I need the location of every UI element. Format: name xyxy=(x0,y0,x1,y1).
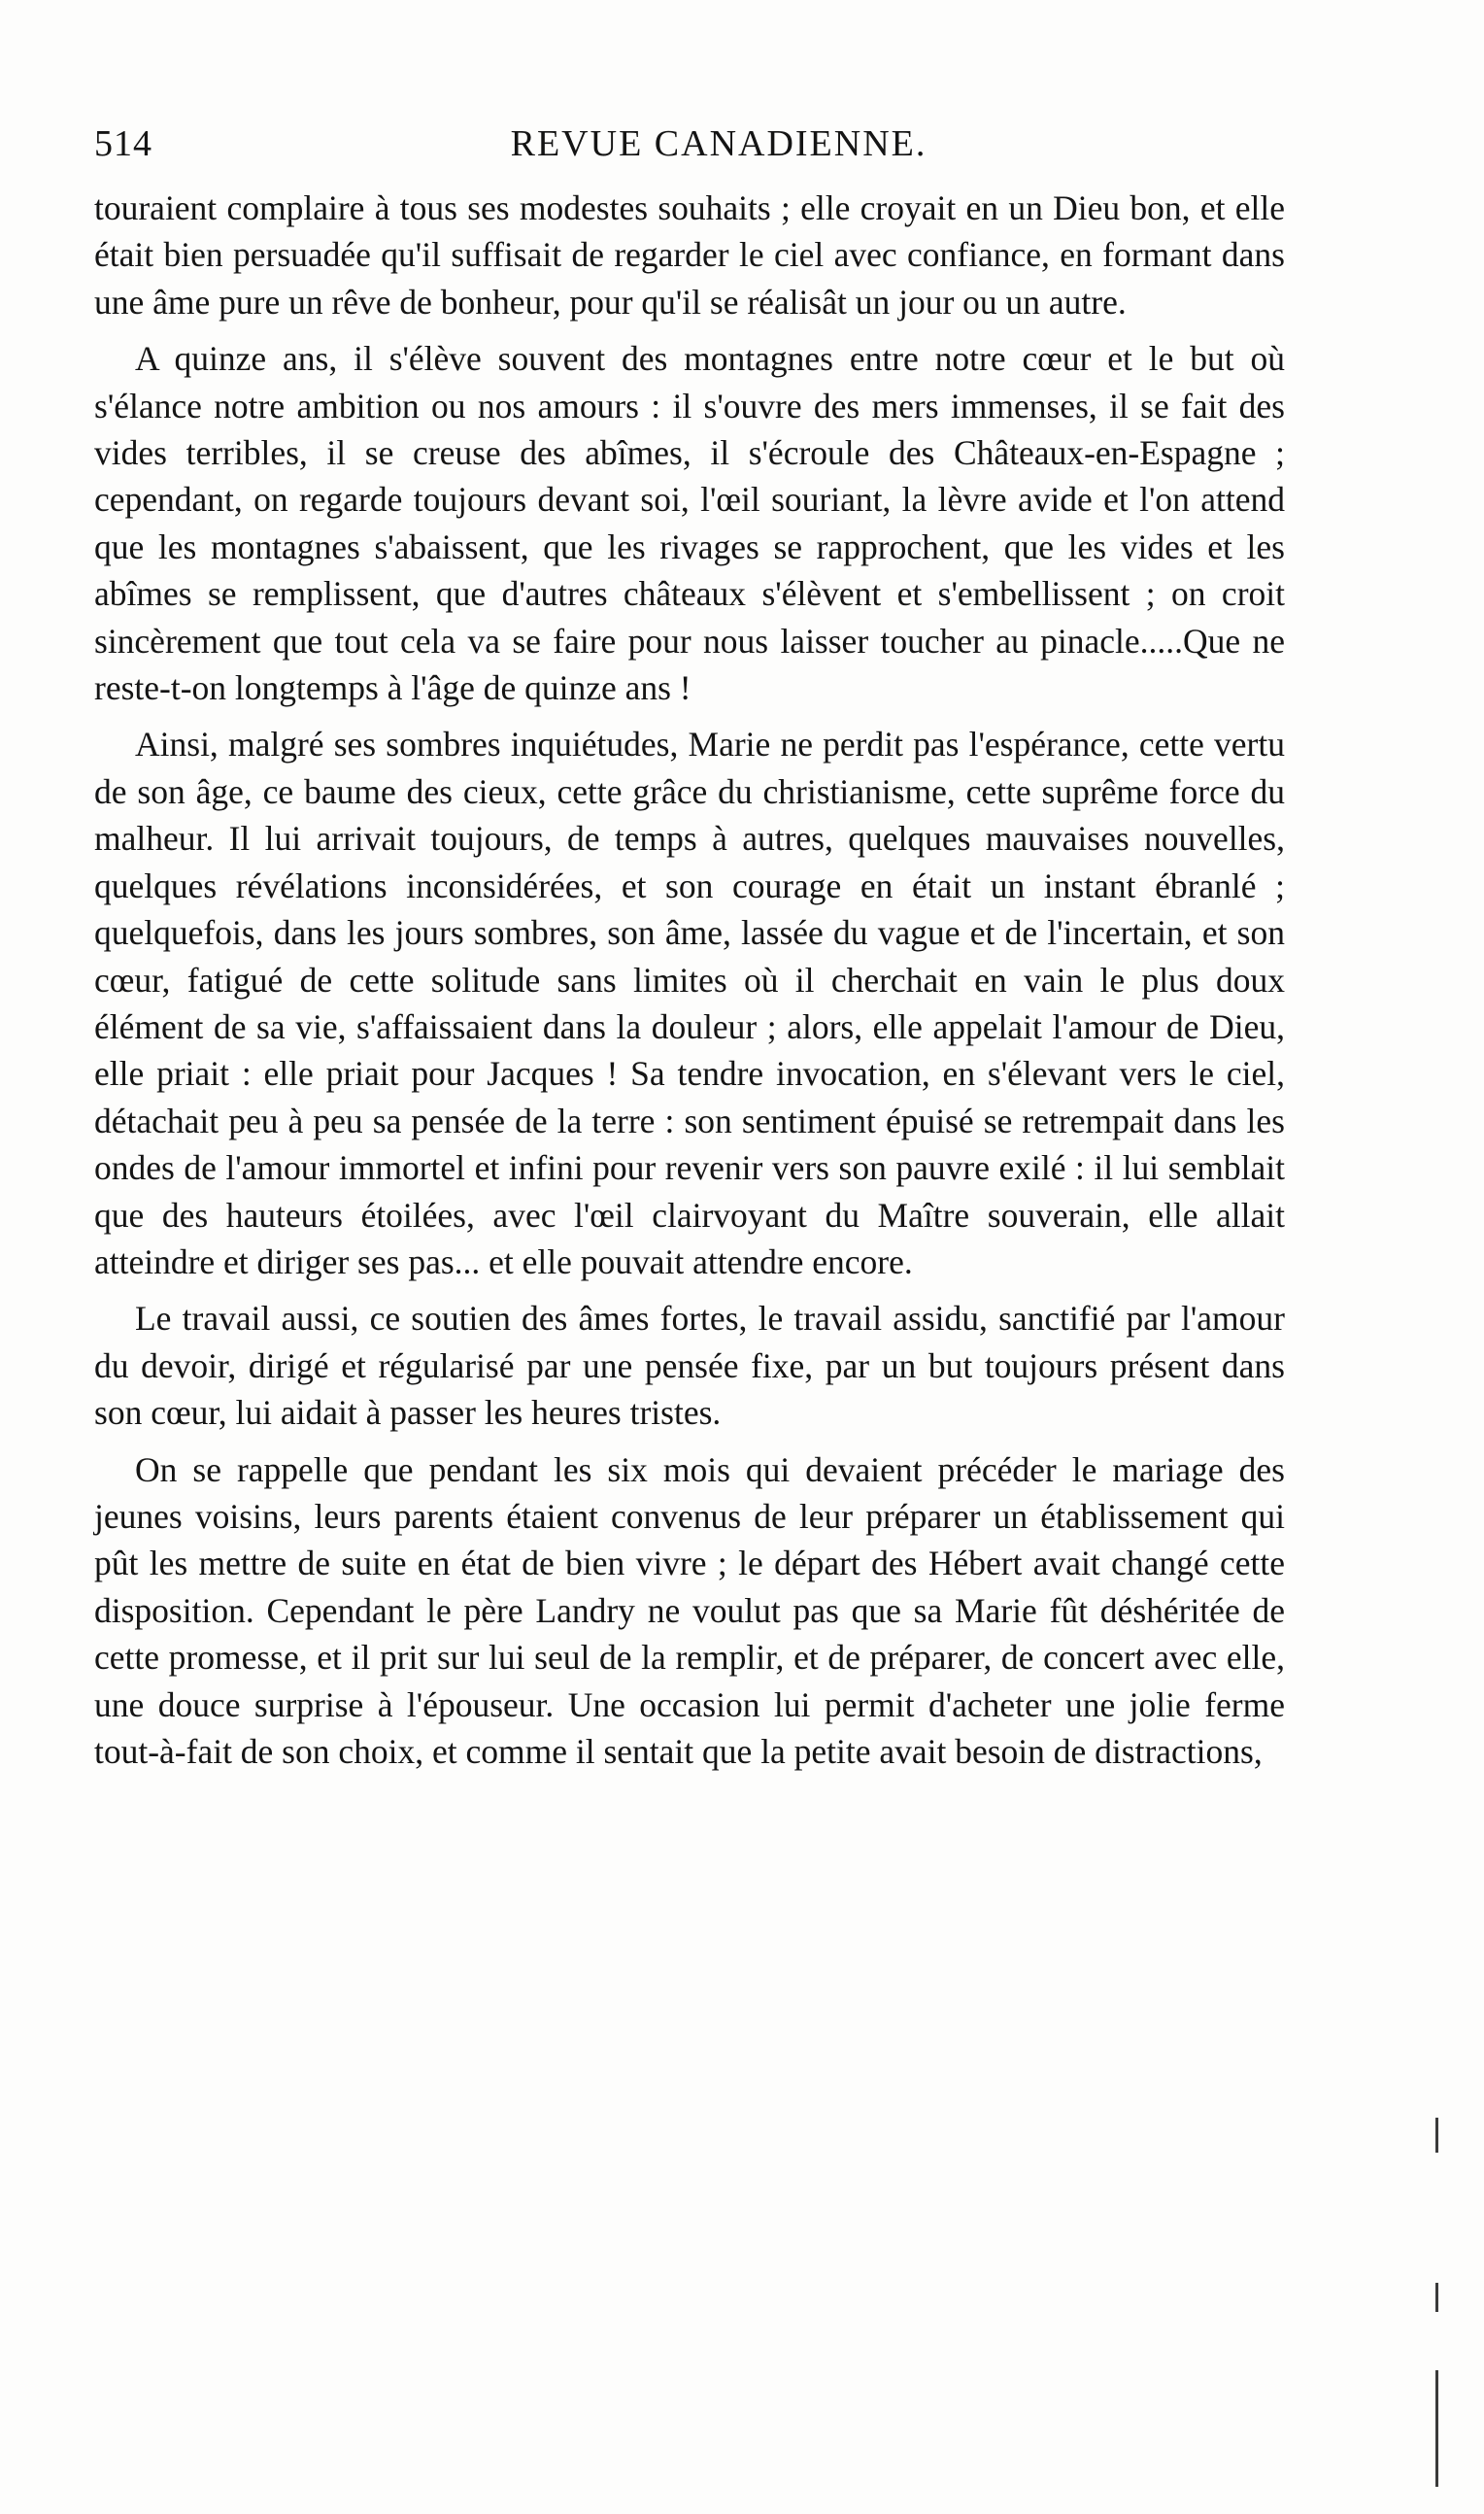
paragraph-esperance: Ainsi, malgré ses sombres inquiétudes, Marie ne perdit pas l'espérance, cette vertu de son âge, ce baume des cieux, cette grâce du christianisme, cette suprême force du malheur. Il lui arrivait toujours, de temps à autres, quelques mauvaises nouvelles, quelques révélations inconsidérées, et son courage en était un instant ébranlé ; quelquefois, dans les jours sombres, son âme, lassée du vague et de l'incertain, et son cœur, fatigué de cette solitude sans limites où il cherchait en vain le plus doux élément de sa vie, s'affaissaient dans la douleur ; alors, elle appelait l'amour de Dieu, elle priait : elle priait pour Jacques ! Sa tendre invocation, en s'élevant vers le ciel, détachait peu à peu sa pensée de la terre : son sentiment épuisé se retrempait dans les ondes de l'amour immortel et infini pour revenir vers son pauvre exilé : il lui semblait que des hauteurs étoilées, avec l'œil clairvoyant du Maître souverain, elle allait atteindre et diriger ses pas... et elle pouvait attendre encore. xyxy=(94,725,1285,1281)
body-text xyxy=(94,185,1285,1775)
paragraph-quinze-ans: A quinze ans, il s'élève souvent des montagnes entre notre cœur et le but où s'élance notre ambition ou nos amours : il s'ouvre des mers immenses, il se fait des vides terribles, il se creuse des abîmes, il s'écroule des Châteaux-en-Espagne ; cependant, on regarde toujours devant soi, l'œil souriant, la lèvre avide et l'on attend que les montagnes s'abaissent, que les rivages se rapprochent, que les vides et les abîmes se remplissent, que d'autres châteaux s'élèvent et s'embellissent ; on croit sincèrement que tout cela va se faire pour nous laisser toucher au pinacle.....Que ne reste-t-on longtemps à l'âge de quinze ans ! xyxy=(94,339,1285,708)
scan-edge-mark xyxy=(1435,2370,1438,2487)
running-title: REVUE CANADIENNE. xyxy=(510,123,928,164)
page-number: 514 xyxy=(94,123,152,164)
scan-edge-mark xyxy=(1435,2118,1438,2153)
paragraph-mariage: On se rappelle que pendant les six mois qui devaient précéder le mariage des jeunes voisins, leurs parents étaient convenus de leur préparer un établissement qui pût les mettre de suite en état de bien vivre ; le départ des Hébert avait changé cette disposition. Cependant le père Landry ne voulut pas que sa Marie fût déshéritée de cette promesse, et il prit sur lui seul de la remplir, et de préparer, de concert avec elle, une douce surprise à l'épouseur. Une occasion lui permit d'acheter une jolie ferme tout-à-fait de son choix, et comme il sentait que la petite avait besoin de distractions, xyxy=(94,1449,1285,1771)
page-header xyxy=(94,115,1285,173)
paragraph-continuation: touraient complaire à tous ses modestes souhaits ; elle croyait en un Dieu bon, et elle était bien persuadée qu'il suffisait de regarder le ciel avec confiance, en formant dans une âme pure un rêve de bonheur, pour qu'il se réalisât un jour ou un autre. xyxy=(94,188,1285,322)
paragraph-travail: Le travail aussi, ce soutien des âmes fortes, le travail assidu, sanctifié par l'amour du devoir, dirigé et régularisé par une pensée fixe, par un but toujours présent dans son cœur, lui aidait à passer les heures tristes. xyxy=(94,1299,1285,1433)
scan-edge-mark xyxy=(1435,2283,1438,2312)
